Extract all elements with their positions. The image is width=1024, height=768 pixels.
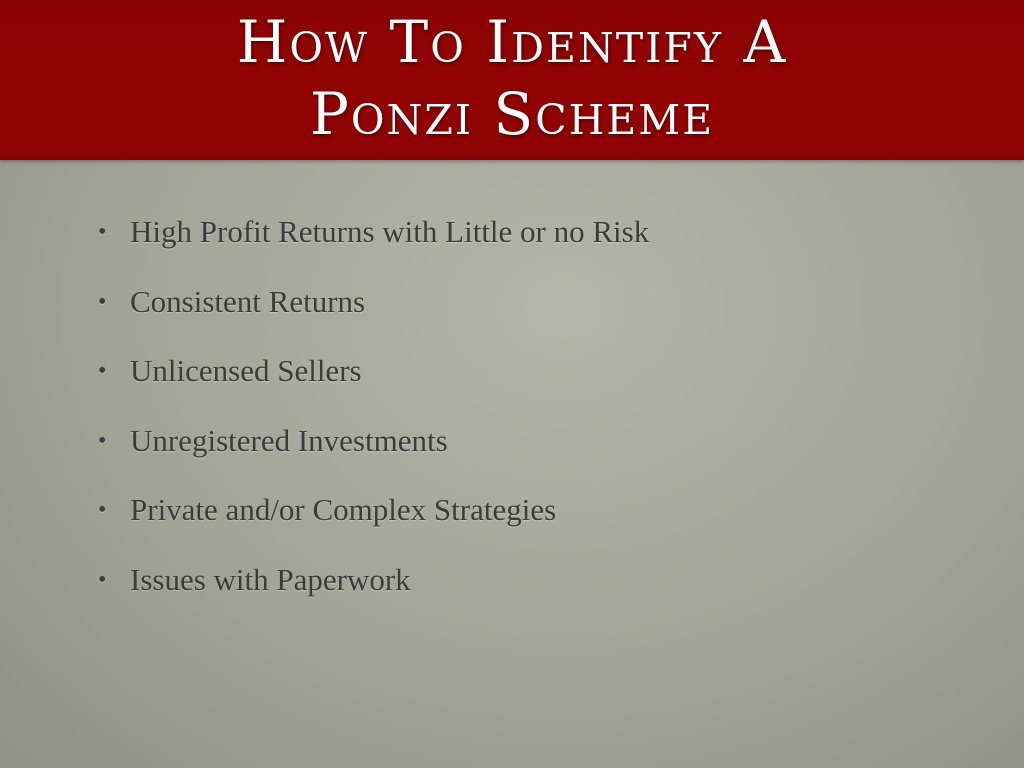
bullet-item <box>98 415 978 485</box>
bullet-dot-icon: • <box>98 566 107 593</box>
bullet-dot-icon: • <box>98 288 107 315</box>
bullet-dot-icon: • <box>98 358 107 384</box>
slide-title-line-2: Ponzi Scheme <box>309 80 715 148</box>
bullet-dot-icon: • <box>98 219 107 245</box>
bullet-item <box>98 276 978 346</box>
slide-title-line-1: How To Identify A <box>236 8 788 76</box>
bullet-item <box>98 554 978 624</box>
bullet-dot-icon: • <box>98 427 107 454</box>
slide-title <box>0 6 1024 150</box>
bullet-text: Unregistered Investments <box>130 422 448 458</box>
bullet-list <box>98 206 978 623</box>
bullet-text: Consistent Returns <box>130 283 366 319</box>
bullet-text: Issues with Paperwork <box>130 561 411 597</box>
bullet-item <box>98 206 978 276</box>
bullet-text: High Profit Returns with Little or no Risk <box>130 214 650 249</box>
title-banner <box>0 0 1024 160</box>
bullet-dot-icon: • <box>98 497 107 523</box>
bullet-item <box>98 345 978 415</box>
bullet-text: Private and/or Complex Strategies <box>130 492 557 527</box>
bullet-text: Unlicensed Sellers <box>130 353 362 388</box>
bullet-item <box>98 484 978 554</box>
